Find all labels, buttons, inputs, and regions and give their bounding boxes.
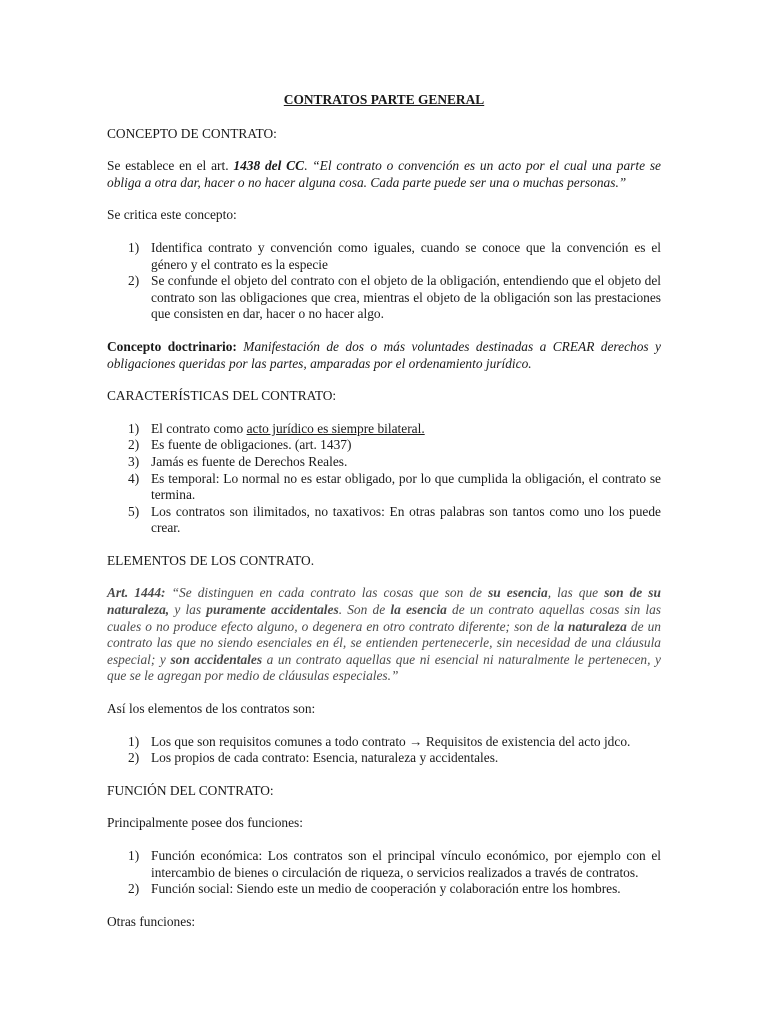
article-reference: Art. 1444: — [107, 585, 166, 601]
section-heading-caracteristicas: CARACTERÍSTICAS DEL CONTRATO: — [107, 388, 337, 404]
list-number: 5) — [128, 503, 140, 519]
quote-emphasis: su esencia — [488, 585, 548, 601]
underlined-text: acto jurídico es siempre bilateral. — [246, 420, 425, 436]
critica-list — [107, 240, 661, 323]
list-item — [107, 848, 661, 881]
section-heading-concepto: CONCEPTO DE CONTRATO: — [107, 125, 277, 141]
quote-run: a un contrato aquellas que ni esencial ni naturalmente le pertenecen, y que se le agregan por medio de cláusulas especiales.” — [107, 651, 661, 684]
quote-run: de un contrato aquellas cosas sin las cuales o no produce efecto alguno, o degenera en otro contrato diferente; son de l — [107, 602, 661, 634]
list-item — [107, 240, 661, 273]
doctrinal-label: Concepto doctrinario: — [107, 338, 237, 354]
funciones-list — [107, 848, 661, 898]
list-number: 3) — [128, 453, 140, 469]
list-number: 1) — [128, 848, 140, 863]
paragraph-funciones: Principalmente posee dos funciones: — [107, 815, 303, 831]
paragraph-definicion-legal — [107, 158, 661, 191]
quote-emphasis: son de su naturaleza, — [107, 585, 661, 618]
list-item — [107, 273, 661, 323]
quote-run: , las que — [547, 585, 605, 601]
list-number: 1) — [128, 733, 140, 749]
list-item-text: Función social: Siendo este un medio de cooperación y colaboración entre los hombres. — [151, 881, 621, 897]
text-run: . — [304, 158, 313, 174]
list-item-text: Es fuente de obligaciones. (art. 1437) — [151, 437, 352, 453]
text-run: Se establece en el art. — [107, 158, 234, 174]
article-reference: 1438 del CC — [233, 158, 305, 174]
list-number: 1) — [128, 420, 140, 436]
paragraph-critica: Se critica este concepto: — [107, 207, 237, 223]
list-item — [107, 750, 661, 767]
document-title: CONTRATOS PARTE GENERAL — [283, 92, 485, 107]
list-item-text: Identifica contrato y convención como iguales, cuando se conoce que la convención es el género y el contrato es la especie — [151, 239, 661, 272]
section-heading-funcion: FUNCIÓN DEL CONTRATO: — [107, 782, 274, 798]
list-item-text: Se confunde el objeto del contrato con el objeto de la obligación, entendiendo que el objeto del contrato son las obligaciones que crea, mientras el objeto de la obligación son las prestaciones que consisten en dar, hacer o no hacer algo. — [151, 273, 661, 322]
list-item — [107, 881, 661, 898]
list-item-text: Los propios de cada contrato: Esencia, naturaleza y accidentales. — [151, 750, 499, 766]
quote-emphasis: puramente accidentales — [206, 602, 339, 618]
quote-run: y las — [169, 602, 207, 618]
quote-emphasis: son accidentales — [170, 651, 263, 667]
list-number: 2) — [128, 750, 140, 766]
list-item-text: Función económica: Los contratos son el principal vínculo económico, por ejemplo con el intercambio de bienes o circulación de riqueza, o servicios realizados a través de contratos. — [151, 848, 661, 880]
quote-emphasis: a naturaleza — [557, 618, 627, 634]
list-number: 4) — [128, 470, 140, 486]
list-item-text: El contrato como — [151, 420, 247, 436]
caracteristicas-list — [107, 421, 661, 537]
list-number: 2) — [128, 881, 140, 897]
list-item — [107, 734, 661, 751]
elementos-list — [107, 734, 661, 767]
quote-run: “Se distinguen en cada contrato las cosas que son de — [165, 585, 489, 601]
list-item-text: Jamás es fuente de Derechos Reales. — [151, 453, 348, 469]
legal-quote: “El contrato o convención es un acto por el cual una parte se obliga a otra dar, hacer o no hacer alguna cosa. Cada parte puede ser una o muchas personas.” — [107, 158, 661, 190]
list-item-text: Los que son requisitos comunes a todo contrato → Requisitos de existencia del acto jdco. — [151, 733, 631, 749]
list-item — [107, 504, 661, 537]
list-item — [107, 421, 661, 438]
list-number: 2) — [128, 437, 140, 453]
paragraph-otras-funciones: Otras funciones: — [107, 913, 196, 929]
paragraph-art-1444 — [107, 585, 661, 685]
list-item — [107, 437, 661, 454]
list-item — [107, 454, 661, 471]
list-number: 1) — [128, 239, 140, 255]
paragraph-concepto-doctrinario — [107, 339, 661, 372]
list-item-text: Es temporal: Lo normal no es estar obligado, por lo que cumplida la obligación, el contrato se termina. — [151, 470, 661, 503]
quote-emphasis: la esencia — [390, 602, 447, 618]
list-item-text: Los contratos son ilimitados, no taxativos: En otras palabras son tantos como uno los puede crear. — [151, 503, 661, 536]
quote-run: de un contrato las que no siendo esenciales en él, se entienden pertenecerle, sin necesidad de una cláusula especial; y — [107, 618, 661, 667]
section-heading-elementos: ELEMENTOS DE LOS CONTRATO. — [107, 552, 315, 568]
quote-run: . Son de — [338, 602, 391, 618]
list-number: 2) — [128, 273, 140, 289]
doctrinal-text: Manifestación de dos o más voluntades destinadas a CREAR derechos y obligaciones queridas por las partes, amparadas por el ordenamiento jurídico. — [107, 338, 661, 371]
paragraph-elementos: Así los elementos de los contratos son: — [107, 701, 316, 717]
list-item — [107, 471, 661, 504]
